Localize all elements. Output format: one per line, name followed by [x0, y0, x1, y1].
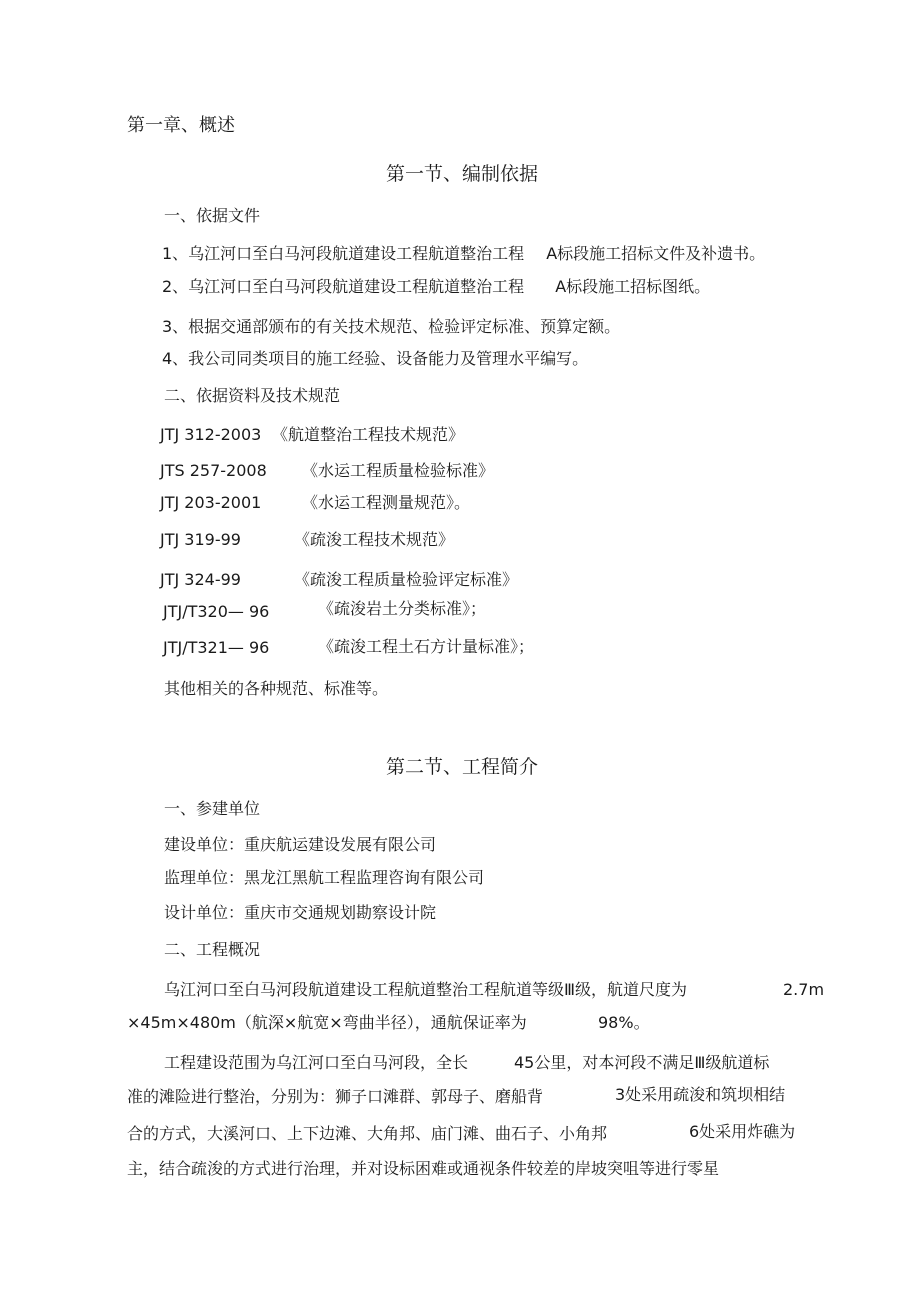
basis-item-2-text: 2、乌江河口至白马河段航道建设工程航道整治工程 — [162, 277, 525, 296]
section-title-2: 第二节、工程简介 — [386, 756, 539, 778]
standard-code-4: JTJ 319-99 — [160, 530, 241, 549]
basis-item-1-tail: A标段施工招标文件及补遗书。 — [546, 244, 766, 263]
overview-p1-line1: 乌江河口至白马河段航道建设工程航道整治工程航道等级Ⅲ级，航道尺度为 — [164, 980, 688, 999]
standard-code-3: JTJ 203-2001 — [160, 493, 262, 512]
basis-item-4: 4、我公司同类项目的施工经验、设备能力及管理水平编写。 — [162, 349, 589, 368]
unit-supervision: 监理单位：黑龙江黑航工程监理咨询有限公司 — [164, 868, 485, 887]
standard-name-5: 《疏浚工程质量检验评定标准》 — [294, 570, 519, 589]
overview-p1-line2-value: 98%。 — [598, 1013, 650, 1032]
basis-item-1-text: 1、乌江河口至白马河段航道建设工程航道整治工程 — [162, 244, 525, 263]
overview-p2-line3-tail: 6处采用炸礁为 — [689, 1122, 796, 1141]
unit-construction: 建设单位：重庆航运建设发展有限公司 — [164, 835, 437, 854]
chapter-title: 第一章、概述 — [127, 115, 235, 136]
overview-p1-line1-value: 2.7m — [783, 980, 825, 999]
unit-design: 设计单位：重庆市交通规划勘察设计院 — [164, 903, 437, 922]
overview-p2-line2-tail: 3处采用疏浚和筑坝相结 — [615, 1085, 786, 1104]
overview-p2-line3: 合的方式，大溪河口、上下边滩、大角邦、庙门滩、曲石子、小角邦 — [127, 1124, 608, 1143]
basis-item-2 — [162, 277, 710, 297]
standard-code-2: JTS 257-2008 — [160, 461, 267, 480]
subheading-basis-docs: 一、依据文件 — [164, 206, 261, 225]
overview-p1-line2: ×45m×480m（航深×航宽×弯曲半径），通航保证率为 — [127, 1013, 527, 1032]
subheading-overview: 二、工程概况 — [164, 940, 261, 959]
standard-name-7: 《疏浚工程土石方计量标准》； — [318, 637, 535, 656]
standard-name-1: 《航道整治工程技术规范》 — [272, 425, 465, 444]
standard-code-5: JTJ 324-99 — [160, 570, 241, 589]
section-title-1: 第一节、编制依据 — [386, 163, 539, 185]
overview-p2-line1: 工程建设范围为乌江河口至白马河段，全长 — [164, 1053, 469, 1072]
basis-item-3: 3、根据交通部颁布的有关技术规范、检验评定标准、预算定额。 — [162, 317, 621, 336]
basis-item-1 — [162, 244, 765, 264]
standard-code-7: JTJ/T321— 96 — [163, 638, 270, 657]
subheading-standards: 二、依据资料及技术规范 — [164, 386, 341, 405]
standard-code-6: JTJ/T320— 96 — [163, 602, 270, 621]
standard-name-6: 《疏浚岩土分类标准》； — [318, 599, 487, 618]
standard-name-2: 《水运工程质量检验标准》 — [302, 461, 495, 480]
other-standards: 其他相关的各种规范、标准等。 — [164, 679, 389, 698]
standard-name-3: 《水运工程测量规范》。 — [302, 493, 471, 512]
overview-p2-line1-tail: 45公里，对本河段不满足Ⅲ级航道标 — [514, 1053, 770, 1072]
subheading-units: 一、参建单位 — [164, 799, 261, 818]
basis-item-2-tail: A标段施工招标图纸。 — [555, 277, 711, 296]
standard-code-1: JTJ 312-2003 — [160, 425, 262, 444]
standard-name-4: 《疏浚工程技术规范》 — [294, 530, 455, 549]
overview-p2-line2: 准的滩险进行整治，分别为：狮子口滩群、郭母子、磨船背 — [127, 1087, 544, 1106]
overview-p2-line4: 主，结合疏浚的方式进行治理，并对设标困难或通视条件较差的岸坡突咀等进行零星 — [127, 1159, 720, 1178]
